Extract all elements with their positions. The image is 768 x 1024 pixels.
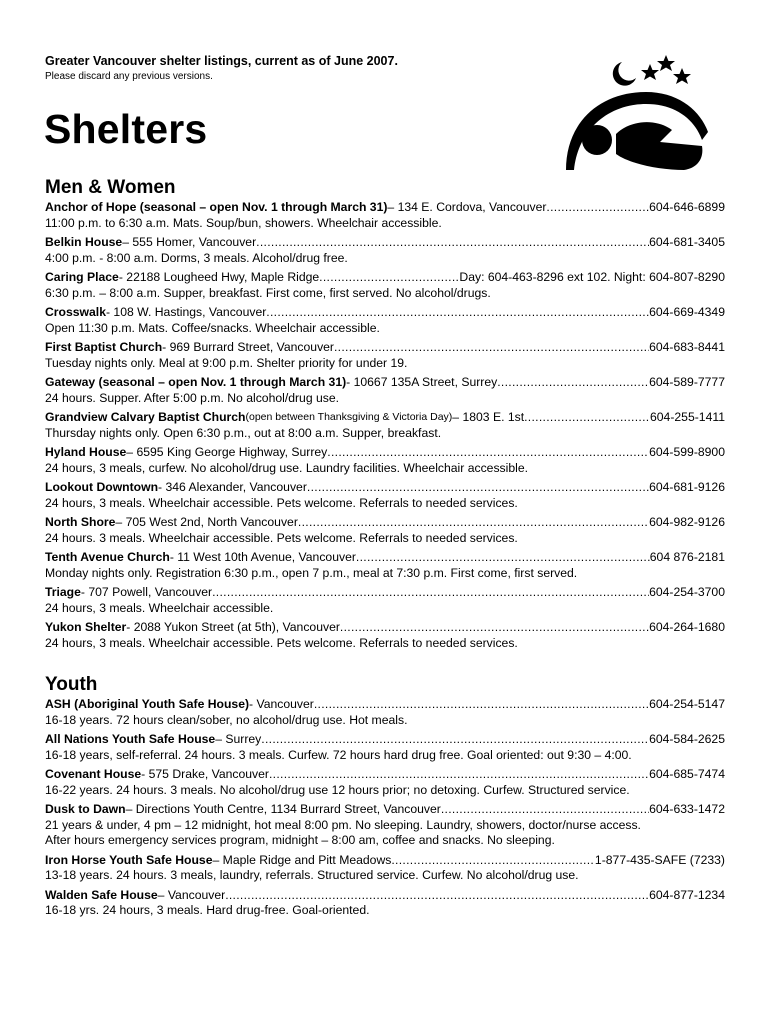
dot-leader (319, 270, 459, 286)
shelter-entry (45, 620, 725, 651)
shelter-description: 21 years & under, 4 pm – 12 midnight, hot meal 8:00 pm. No sleeping. Laundry, showers, doctor/nurse access. (45, 817, 641, 832)
shelter-entry (45, 802, 725, 849)
entry-title-line (45, 888, 725, 904)
dot-leader (441, 802, 649, 818)
shelter-description: 16-18 years. 72 hours clean/sober, no alcohol/drug use. Hot meals. (45, 712, 408, 727)
entry-title-line (45, 445, 725, 461)
section-heading: Youth (45, 674, 98, 695)
shelter-description: Thursday nights only. Open 6:30 p.m., out at 8:00 a.m. Supper, breakfast. (45, 425, 442, 440)
shelter-name: Caring Place (45, 270, 119, 284)
shelter-description: 24 hours, 3 meals. Wheelchair accessible. Pets welcome. Referrals to needed services. (45, 635, 518, 650)
shelter-address: - 575 Drake, Vancouver (141, 767, 269, 781)
shelter-phone: Day: 604-463-8296 ext 102. Night: 604-807-8290 (459, 270, 725, 284)
header-line1: Greater Vancouver shelter listings, current as of June 2007. (45, 54, 398, 68)
shelter-phone: 604-646-6899 (649, 200, 725, 214)
shelter-phone: 604-584-2625 (649, 732, 725, 746)
shelter-entry (45, 550, 725, 581)
shelter-entry (45, 235, 725, 266)
dot-leader (266, 305, 649, 321)
entry-title-line (45, 550, 725, 566)
shelter-description: 24 hours. Supper. After 5:00 p.m. No alcohol/drug use. (45, 390, 340, 405)
page-title: Shelters (44, 106, 208, 152)
shelter-description: 16-22 years. 24 hours. 3 meals. No alcohol/drug use 12 hours prior; no detoxing. Curfew. Structured service. (45, 782, 630, 797)
shelter-address: - Vancouver (249, 697, 314, 711)
shelter-address: – Surrey (215, 732, 262, 746)
dot-leader (356, 550, 650, 566)
shelter-phone: 604-681-3405 (649, 235, 725, 249)
shelter-entry (45, 732, 725, 763)
shelter-entry (45, 445, 725, 476)
shelter-address: - 707 Powell, Vancouver (80, 585, 213, 599)
entry-title-line (45, 480, 725, 496)
shelter-entry (45, 375, 725, 406)
shelter-phone: 604-255-1411 (650, 410, 725, 424)
shelter-address: – Vancouver (157, 887, 226, 902)
shelter-name: Grandview Calvary Baptist Church (45, 410, 246, 424)
section-heading: Men & Women (45, 177, 176, 198)
section-men-women (45, 177, 725, 655)
shelter-entry (45, 767, 725, 798)
shelter-phone: 604-254-5147 (649, 697, 725, 711)
shelter-description: 11:00 p.m. to 6:30 a.m. Mats. Soup/bun, showers. Wheelchair accessible. (45, 215, 442, 230)
shelter-name: Gateway (seasonal – open Nov. 1 through March 31) (45, 375, 347, 389)
dot-leader (524, 410, 650, 426)
shelter-phone: 604-254-3700 (649, 585, 725, 599)
entry-title-line (45, 235, 725, 251)
shelter-address: - 22188 Lougheed Hwy, Maple Ridge (118, 270, 320, 284)
shelter-address: – 555 Homer, Vancouver (122, 235, 257, 249)
shelter-address: - 108 W. Hastings, Vancouver (105, 305, 267, 319)
dot-leader (334, 340, 649, 356)
shelter-name: Anchor of Hope (seasonal – open Nov. 1 through March 31) (45, 200, 388, 214)
entry-title-line (45, 340, 725, 356)
shelter-address: - 2088 Yukon Street (at 5th), Vancouver (126, 620, 340, 634)
entry-title-line (45, 697, 725, 713)
shelter-entry (45, 515, 725, 546)
shelter-phone: 604-633-1472 (649, 802, 725, 816)
shelter-description: 16-18 years, self-referral. 24 hours. 3 meals. Curfew. 72 hours hard drug free. Goal oriented: out 9:30 – 4:00. (45, 747, 632, 762)
entry-title-line (45, 732, 725, 748)
entry-title-line (45, 853, 725, 869)
shelter-phone: 604-683-8441 (649, 340, 725, 354)
shelter-address: – 1803 E. 1st (452, 410, 525, 424)
shelter-phone: 604-599-8900 (649, 445, 725, 459)
dot-leader (261, 732, 649, 748)
shelter-entry (45, 305, 725, 336)
shelter-description: 24 hours, 3 meals. Wheelchair accessible. (45, 600, 274, 615)
shelter-logo (560, 52, 710, 172)
shelter-name: Belkin House (45, 235, 123, 249)
shelter-address: – 705 West 2nd, North Vancouver (115, 515, 298, 529)
entry-title-line (45, 620, 725, 636)
dot-leader (546, 200, 649, 216)
shelter-phone: 604-877-1234 (649, 887, 725, 902)
entry-title-line (45, 767, 725, 783)
shelter-entry (45, 853, 725, 884)
shelter-phone: 604-589-7777 (649, 375, 725, 389)
shelter-address: - 346 Alexander, Vancouver (158, 480, 307, 494)
shelter-phone: 604-982-9126 (649, 515, 725, 529)
shelter-name: Crosswalk (45, 305, 106, 319)
shelter-name: Hyland House (45, 445, 127, 459)
shelter-phone: 604-685-7474 (649, 767, 725, 781)
shelter-address: – Directions Youth Centre, 1134 Burrard Street, Vancouver (125, 802, 441, 816)
dot-leader (340, 620, 649, 636)
shelter-name: Covenant House (45, 767, 142, 781)
dot-leader (497, 375, 649, 391)
dot-leader (269, 767, 649, 783)
shelter-description: 24 hours, 3 meals. Wheelchair accessible. Pets welcome. Referrals to needed services. (45, 495, 518, 510)
dot-leader (298, 515, 649, 531)
shelter-phone: 604-264-1680 (649, 620, 725, 634)
dot-leader (391, 853, 595, 869)
shelter-name: Yukon Shelter (45, 620, 127, 634)
shelter-description: 24 hours, 3 meals, curfew. No alcohol/drug use. Laundry facilities. Wheelchair accessible. (45, 460, 529, 475)
shelter-address: - 10667 135A Street, Surrey (346, 375, 498, 389)
shelter-address: - 969 Burrard Street, Vancouver (162, 340, 334, 354)
shelter-name: Tenth Avenue Church (45, 550, 170, 564)
shelter-entry (45, 888, 725, 919)
shelter-phone: 1-877-435-SAFE (7233) (594, 852, 725, 867)
shelter-entry (45, 697, 725, 728)
shelter-entry (45, 270, 725, 301)
shelter-phone: 604-681-9126 (649, 480, 725, 494)
shelter-address: - 11 West 10th Avenue, Vancouver (169, 550, 356, 564)
header-line2: Please discard any previous versions. (45, 71, 213, 82)
shelter-address: – 6595 King George Highway, Surrey (126, 445, 328, 459)
shelter-description: 16-18 yrs. 24 hours, 3 meals. Hard drug-free. Goal-oriented. (45, 903, 370, 917)
shelter-name: North Shore (45, 515, 116, 529)
shelter-description: 13-18 years. 24 hours. 3 meals, laundry, referrals. Structured service. Curfew. No alcohol/drug use. (45, 868, 579, 882)
shelter-description: After hours emergency services program, midnight – 8:00 am, coffee and snacks. No sleeping. (45, 833, 555, 847)
shelter-entry (45, 340, 725, 371)
dot-leader (212, 585, 649, 601)
dot-leader (256, 235, 649, 251)
entry-title-line (45, 305, 725, 321)
section-youth (45, 674, 725, 923)
shelter-description: Tuesday nights only. Meal at 9:00 p.m. Shelter priority for under 19. (45, 355, 408, 370)
shelter-entry (45, 585, 725, 616)
shelter-description: Open 11:30 p.m. Mats. Coffee/snacks. Wheelchair accessible. (45, 320, 380, 335)
shelter-description: Monday nights only. Registration 6:30 p.m., open 7 p.m., meal at 7:30 p.m. First come, first served. (45, 565, 578, 580)
dot-leader (327, 445, 649, 461)
dot-leader (225, 888, 649, 904)
shelter-name: Dusk to Dawn (45, 802, 126, 816)
dot-leader (314, 697, 649, 713)
shelter-name: Iron Horse Youth Safe House (45, 852, 213, 867)
shelter-name: Triage (45, 585, 81, 599)
entry-title-line (45, 515, 725, 531)
shelter-entry (45, 410, 725, 441)
shelter-description: 24 hours. 3 meals. Wheelchair accessible. Pets welcome. Referrals to needed services. (45, 530, 518, 545)
entry-title-line (45, 802, 725, 818)
shelter-entry (45, 480, 725, 511)
shelter-name: ASH (Aboriginal Youth Safe House) (45, 697, 250, 711)
shelter-address: – 134 E. Cordova, Vancouver (387, 200, 547, 214)
shelter-description: 6:30 p.m. – 8:00 a.m. Supper, breakfast. First come, first served. No alcohol/drugs. (45, 285, 491, 300)
shelter-address: – Maple Ridge and Pitt Meadows (212, 852, 392, 867)
shelter-name: Walden Safe House (45, 887, 158, 902)
shelter-phone: 604-669-4349 (649, 305, 725, 319)
shelter-phone: 604 876-2181 (649, 550, 725, 564)
entry-title-line (45, 410, 725, 426)
entry-title-line (45, 375, 725, 391)
entry-title-line (45, 585, 725, 601)
shelter-note: (open between Thanksgiving & Victoria Day) (245, 411, 453, 423)
shelter-name: All Nations Youth Safe House (45, 732, 216, 746)
entry-title-line (45, 200, 725, 216)
entry-title-line (45, 270, 725, 286)
shelter-description: 4:00 p.m. - 8:00 a.m. Dorms, 3 meals. Alcohol/drug free. (45, 250, 348, 265)
shelter-name: First Baptist Church (45, 340, 163, 354)
shelter-name: Lookout Downtown (45, 480, 159, 494)
dot-leader (307, 480, 649, 496)
shelter-entry (45, 200, 725, 231)
